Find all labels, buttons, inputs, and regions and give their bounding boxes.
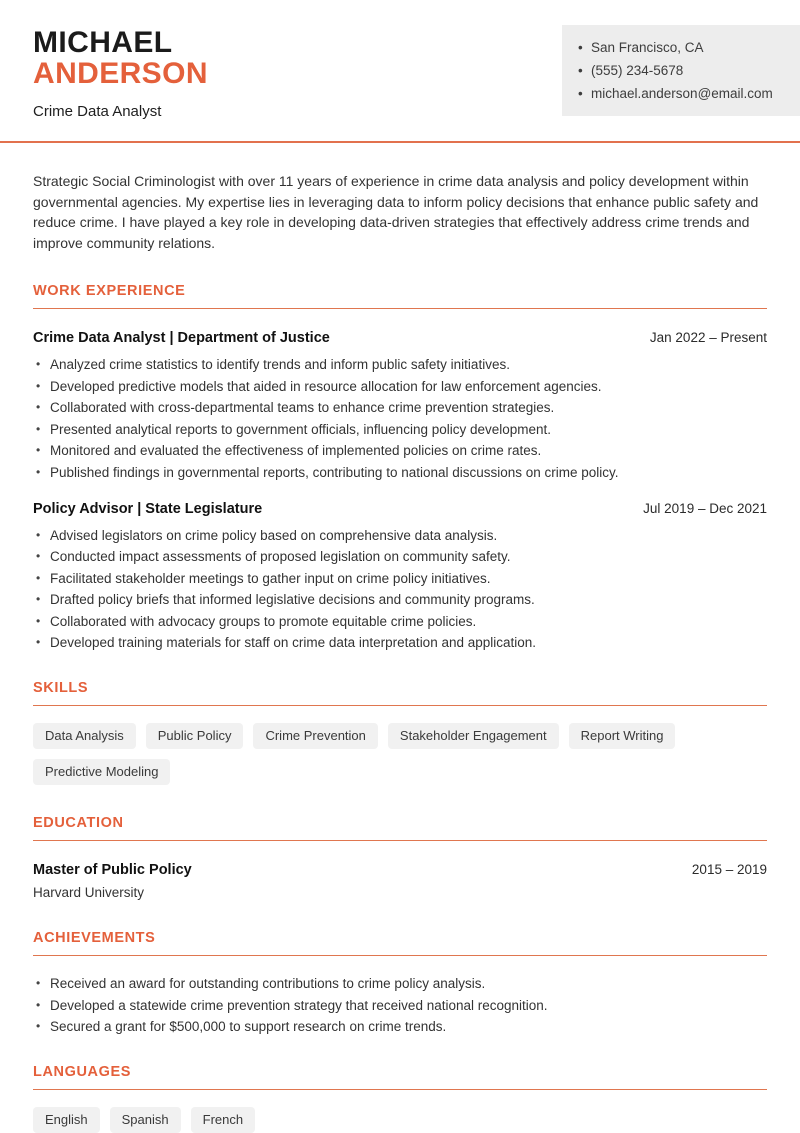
- job-dates: Jan 2022 – Present: [649, 330, 767, 345]
- job-entry: [33, 501, 767, 651]
- skill-tag: Stakeholder Engagement: [388, 723, 559, 749]
- bullet-item: • Conducted impact assessments of proposed legislation on community safety.: [33, 549, 767, 564]
- section-education: [33, 815, 767, 900]
- contact-phone: • (555) 234-5678: [578, 59, 784, 82]
- education-header-row: [33, 862, 767, 878]
- bullet-item: • Developed training materials for staff on crime data interpretation and application.: [33, 635, 767, 650]
- bullet-item: • Published findings in governmental reports, contributing to national discussions on crime policy.: [33, 465, 767, 480]
- bullet-item: • Developed predictive models that aided in resource allocation for law enforcement agencies.: [33, 379, 767, 394]
- bullet-item: • Received an award for outstanding contributions to crime policy analysis.: [33, 976, 767, 991]
- section-languages: [33, 1064, 767, 1133]
- section-achievements: [33, 930, 767, 1034]
- job-entry: [33, 330, 767, 480]
- contact-location: • San Francisco, CA: [578, 36, 784, 59]
- bullet-item: • Presented analytical reports to government officials, influencing policy development.: [33, 422, 767, 437]
- resume-body: [0, 171, 800, 1133]
- degree-title: Master of Public Policy: [33, 862, 192, 878]
- job-title: Crime Data Analyst | Department of Justice: [33, 330, 330, 346]
- skill-tag: Crime Prevention: [253, 723, 377, 749]
- bullet-item: • Developed a statewide crime prevention strategy that received national recognition.: [33, 998, 767, 1013]
- skills-heading: SKILLS: [33, 680, 767, 706]
- school-name: Harvard University: [33, 885, 145, 900]
- languages-tag-row: [33, 1107, 767, 1133]
- skill-tag: Predictive Modeling: [33, 759, 170, 785]
- bullet-item: • Collaborated with cross-departmental teams to enhance crime prevention strategies.: [33, 400, 767, 415]
- skills-tag-row: [33, 723, 767, 785]
- work-experience-heading: WORK EXPERIENCE: [33, 283, 767, 309]
- skill-tag: Report Writing: [569, 723, 676, 749]
- education-dates: 2015 – 2019: [691, 862, 767, 877]
- first-name: MICHAEL: [33, 26, 173, 59]
- language-tag: English: [33, 1107, 100, 1133]
- language-tag: French: [191, 1107, 255, 1133]
- achievements-heading: ACHIEVEMENTS: [33, 930, 767, 956]
- bullet-item: • Advised legislators on crime policy based on comprehensive data analysis.: [33, 528, 767, 543]
- job-header-row: [33, 330, 767, 346]
- job-header-row: [33, 501, 767, 517]
- summary-paragraph: Strategic Social Criminologist with over 11 years of experience in crime data analysis and policy development within governmental agencies. My expertise lies in leveraging data to inform policy decisions that enhance public safety and reduce crime. I have played a key role in developing data-driven strategies that effectively address crime trends and improve community relations.: [33, 173, 759, 251]
- header: [0, 0, 800, 120]
- education-heading: EDUCATION: [33, 815, 767, 841]
- section-skills: [33, 680, 767, 785]
- role-title: Crime Data Analyst: [33, 103, 162, 120]
- bullet-item: • Collaborated with advocacy groups to promote equitable crime policies.: [33, 614, 767, 629]
- bullet-item: • Analyzed crime statistics to identify trends and inform public safety initiatives.: [33, 357, 767, 372]
- contact-list: [578, 36, 784, 105]
- bullet-item: • Monitored and evaluated the effectiveness of implemented policies on crime rates.: [33, 443, 767, 458]
- job-title: Policy Advisor | State Legislature: [33, 500, 263, 517]
- job-dates: Jul 2019 – Dec 2021: [643, 500, 767, 516]
- bullet-item: • Secured a grant for $500,000 to support research on crime trends.: [33, 1019, 767, 1034]
- section-work-experience: [33, 283, 767, 650]
- name-block: [33, 25, 208, 120]
- language-tag: Spanish: [110, 1107, 181, 1133]
- header-divider: [0, 141, 800, 143]
- bullet-item: • Drafted policy briefs that informed legislative decisions and community programs.: [33, 592, 767, 607]
- contact-email: • michael.anderson@email.com: [578, 82, 784, 105]
- job-bullet-list: [33, 528, 767, 651]
- achievements-bullet-list: [33, 976, 767, 1034]
- bullet-item: • Facilitated stakeholder meetings to gather input on crime policy initiatives.: [33, 571, 767, 586]
- languages-heading: LANGUAGES: [33, 1064, 767, 1090]
- last-name: ANDERSON: [33, 57, 208, 90]
- contact-card: [562, 25, 800, 116]
- skill-tag: Public Policy: [146, 723, 244, 749]
- skill-tag: Data Analysis: [33, 723, 136, 749]
- job-bullet-list: [33, 357, 767, 480]
